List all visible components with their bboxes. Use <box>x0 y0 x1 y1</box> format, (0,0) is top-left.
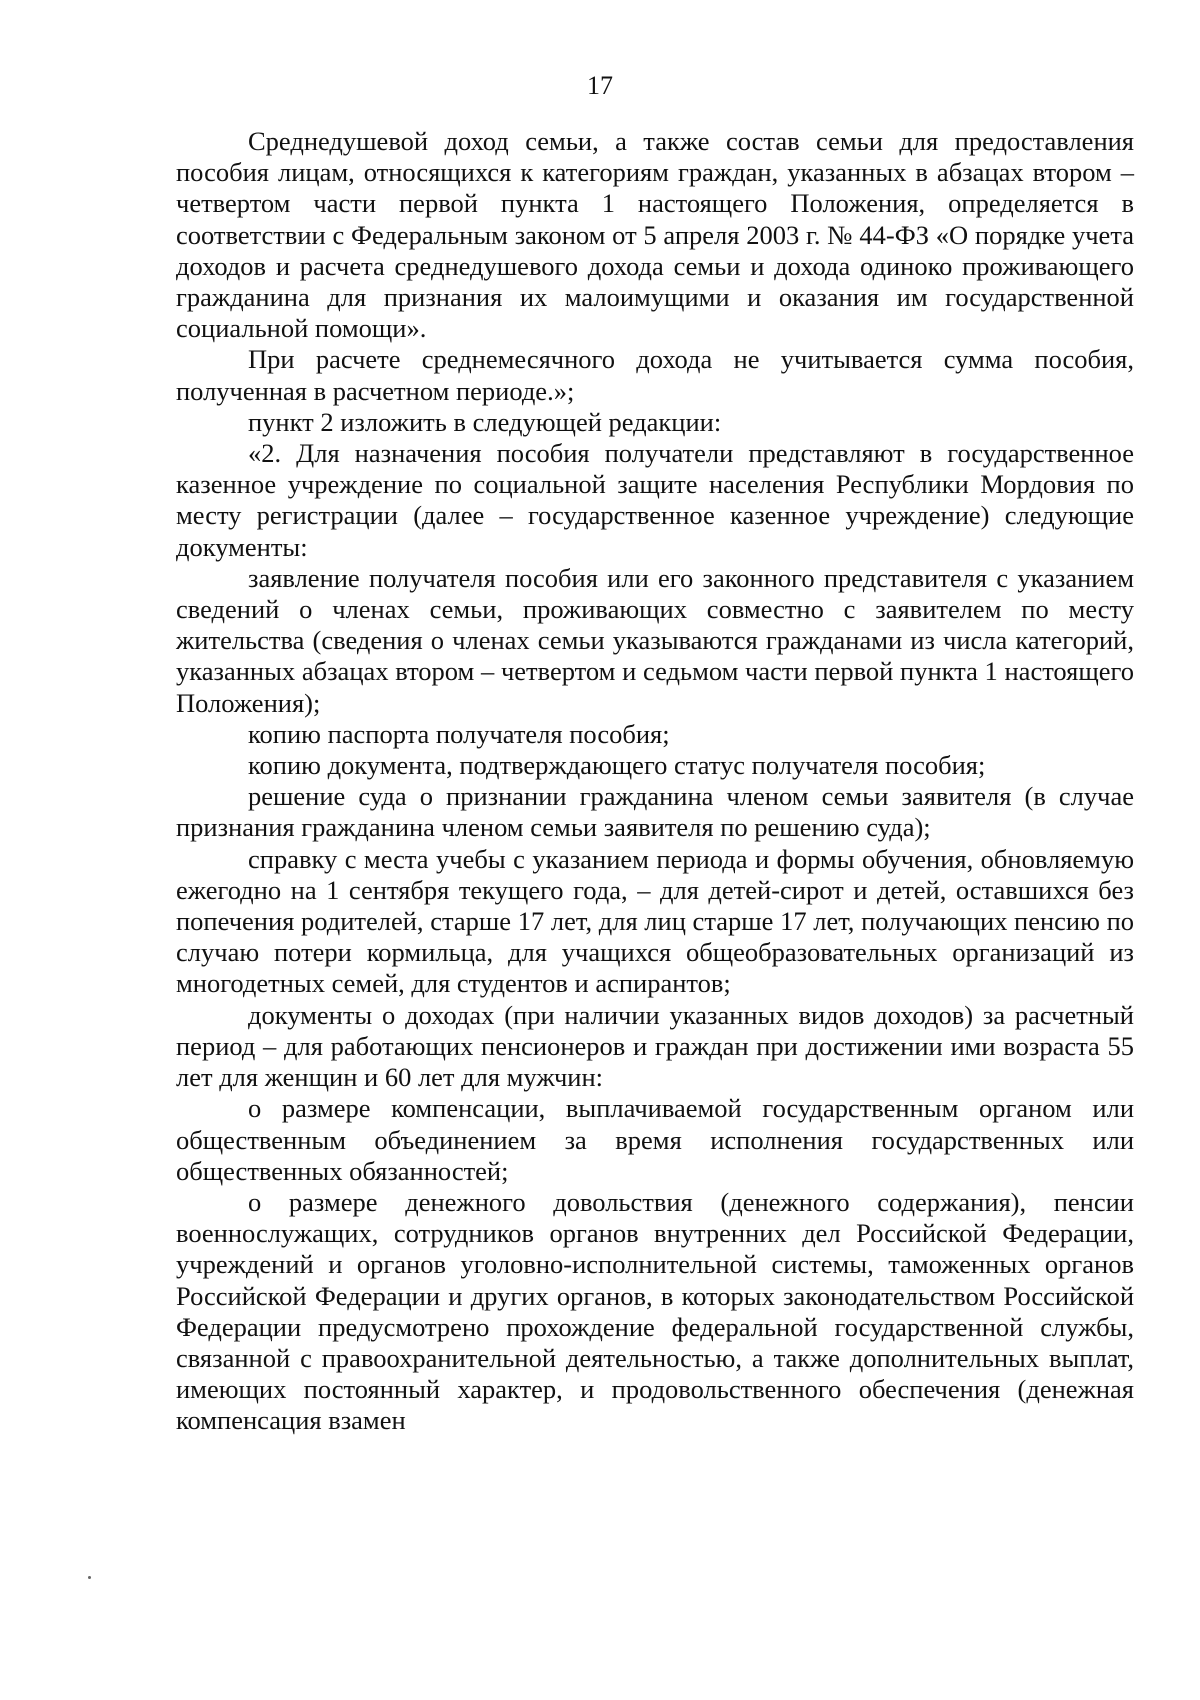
paragraph-court-decision: решение суда о признании гражданина членом семьи заявителя (в случае признания гражданина членом семьи заявителя по решению суда); <box>176 781 1134 843</box>
document-body <box>176 126 1134 1437</box>
paragraph-allowance: о размере денежного довольствия (денежного содержания), пенсии военнослужащих, сотрудников органов внутренних дел Российской Федерации, учреждений и органов уголовно-исполнительной системы, таможенных органов Российской Федерации и других органов, в которых законодательством Российской Федерации предусмотрено прохождение федеральной государственной службы, связанной с правоохранительной деятельностью, а также дополнительных выплат, имеющих постоянный характер, и продовольственного обеспечения (денежная компенсация взамен <box>176 1186 1134 1436</box>
paragraph-application-doc: заявление получателя пособия или его законного представителя с указанием сведений о членах семьи, проживающих совместно с заявителем по месту жительства (сведения о членах семьи указываются гражданами из числа категорий, указанных абзацах втором – четвертом и седьмом части первой пункта 1 настоящего Положения); <box>176 562 1134 718</box>
paragraph-amendment-intro: пункт 2 изложить в следующей редакции: <box>248 406 722 437</box>
paragraph-income-documents: документы о доходах (при наличии указанных видов доходов) за расчетный период – для работающих пенсионеров и граждан при достижении ими возраста 55 лет для женщин и 60 лет для мужчин: <box>176 999 1134 1093</box>
page-number: 17 <box>587 71 613 100</box>
paragraph-clause-2: «2. Для назначения пособия получатели представляют в государственное казенное учреждение по социальной защите населения Республики Мордовия по месту регистрации (далее – государственное казенное учреждение) следующие документы: <box>176 438 1134 562</box>
paragraph-status-document: копию документа, подтверждающего статус получателя пособия; <box>248 750 986 781</box>
paragraph-passport-copy: копию паспорта получателя пособия; <box>248 718 670 749</box>
scan-speck <box>88 1576 91 1579</box>
paragraph-study-certificate: справку с места учебы с указанием периода и формы обучения, обновляемую ежегодно на 1 сентября текущего года, – для детей-сирот и детей, оставшихся без попечения родителей, старше 17 лет, для лиц старше 17 лет, получающих пенсию по случаю потери кормильца, для учащихся общеобразовательных организаций из многодетных семей, для студентов и аспирантов; <box>176 843 1134 999</box>
paragraph-income-calculation: При расчете среднемесячного дохода не учитывается сумма пособия, полученная в расчетном периоде.»; <box>176 344 1134 406</box>
paragraph-compensation: о размере компенсации, выплачиваемой государственным органом или общественным объединением за время исполнения государственных или общественных обязанностей; <box>176 1093 1134 1186</box>
paragraph-income-definition: Среднедушевой доход семьи, а также состав семьи для предоставления пособия лицам, относящихся к категориям граждан, указанных в абзацах втором – четвертом части первой пункта 1 настоящего Положения, определяется в соответствии с Федеральным законом от 5 апреля 2003 г. № 44-ФЗ «О порядке учета доходов и расчета среднедушевого дохода семьи и дохода одиноко проживающего гражданина для признания их малоимущими и оказания им государственной социальной помощи». <box>176 126 1134 344</box>
